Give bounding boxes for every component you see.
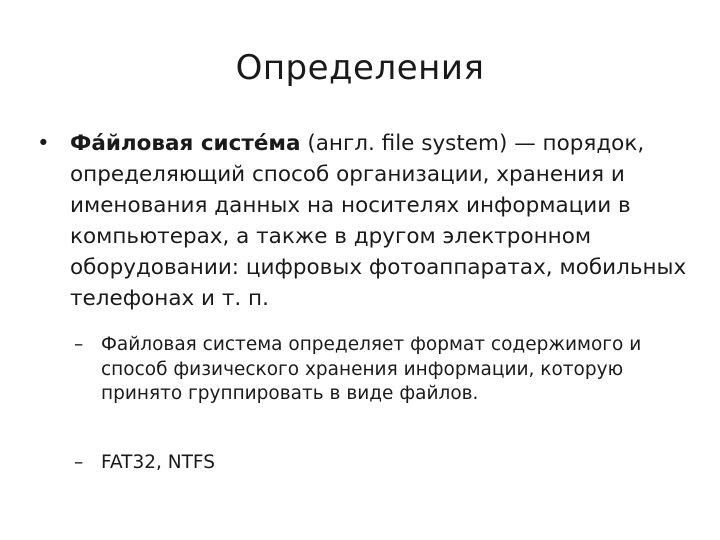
- sub-bullet-text: Файловая система определяет формат содержимого и способ физического хранения информации, которую принято группировать в виде файлов.: [101, 334, 642, 404]
- bullet-marker: •: [37, 131, 50, 156]
- definition-body: (англ. file system) — порядок, определяющий способ организации, хранения и именования данных на носителях информации в компьютерах, а также в другом электронном оборудовании: цифровых фотоаппаратах, мобильных телефонах и т. п.: [70, 131, 687, 311]
- sub-bullet-examples: [74, 451, 664, 476]
- slide-title: Определения: [235, 48, 485, 88]
- sub-bullet-marker: –: [74, 452, 84, 473]
- definition-text: [70, 128, 687, 314]
- sub-bullet-marker: –: [74, 334, 84, 355]
- sub-bullet-format: [74, 333, 664, 407]
- defined-term: Фа́йловая систе́ма: [70, 131, 301, 156]
- sub-bullet-text: FAT32, NTFS: [101, 452, 215, 473]
- definition-bullet: [37, 128, 687, 314]
